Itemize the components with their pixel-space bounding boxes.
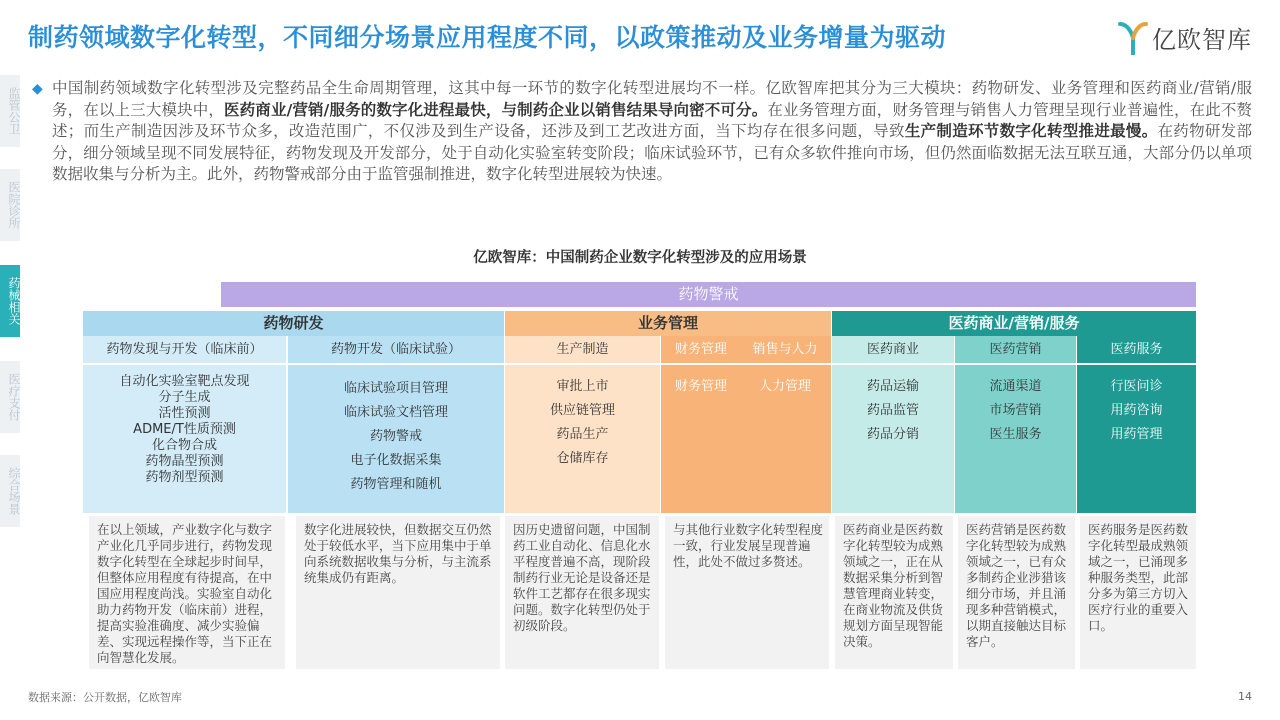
list-item: 用药管理 <box>1110 427 1163 442</box>
sub-service: 医药服务 <box>1077 336 1196 363</box>
pharmacovigilance-band: 药物警戒 <box>221 282 1196 307</box>
description-marketing: 医药营销是医药数字化转型较为成熟领域之一，已有众多制药企业涉猎该细分市场，并且涌现多种营销模式，以期直接触达目标客户。 <box>958 516 1075 669</box>
side-tab-integrated[interactable]: 综合场景 <box>0 455 20 527</box>
data-source: 数据来源：公开数据，亿欧智库 <box>28 691 182 704</box>
description-manufacturing: 因历史遗留问题，中国制药工业自动化、信息化水平程度普遍不高，现阶段制药行业无论是设备还是软件工艺都存在很多现实问题。数字化转型仍处于初级阶段。 <box>505 516 659 669</box>
list-item: 流通渠道 <box>989 379 1042 394</box>
logo <box>1118 20 1252 55</box>
sub-discovery: 药物发现与开发（临床前） <box>83 336 286 363</box>
yiou-y-logo-icon <box>1118 21 1148 55</box>
list-item: 药品监管 <box>866 403 919 418</box>
sub-clinical: 药物开发（临床试验） <box>288 336 504 363</box>
list-item: 药物警戒 <box>369 429 422 444</box>
category-drug-rd: 药物研发 <box>83 311 504 336</box>
sub-manufacturing: 生产制造 <box>505 336 660 363</box>
list-item: 临床试验文档管理 <box>343 405 448 420</box>
column-finance-sales <box>661 365 831 513</box>
description-clinical: 数字化进展较快，但数据交互仍然处于较低水平，当下应用集中于单向系统数据收集与分析，与主流系统集成仍有距离。 <box>296 516 500 669</box>
list-item: 仓储库存 <box>556 451 609 466</box>
list-item: 自动化实验室靶点发现 <box>119 374 250 389</box>
list-item: 药物管理和随机 <box>350 477 442 492</box>
logo-text: 亿欧智库 <box>1152 26 1252 54</box>
intro-text: 中国制药领域数字化转型涉及完整药品全生命周期管理，这其中每一环节的数字化转型进展均不一样。亿欧智库把其分为三大模块：药物研发、业务管理和医药商业/营销/服务，在以上三大模块中，医药商业/营销/服务的数字化进程最快，与制药企业以销售结果导向密不可分。在业务管理方面，财务管理与销售人力管理呈现行业普遍性，在此不赘述；而生产制造因涉及环节众多，改造范围广，不仅涉及到生产设备，还涉及到工艺改进方面，当下均存在很多问题，导致生产制造环节数字化转型推进最慢。在药物研发部分，细分领域呈现不同发展特征，药物发现及开发部分，处于自动化实验室转变阶段；临床试验环节，已有众多软件推向市场，但仍然面临数据无法互联互通，大部分仍以单项数据收集与分析为主。此外，药物警戒部分由于监管强制推进，数字化转型进展较为快速。 <box>52 79 1252 183</box>
column-commerce <box>832 365 954 513</box>
list-item: 药品运输 <box>866 379 919 394</box>
sub-commerce: 医药商业 <box>832 336 954 363</box>
column-discovery <box>83 365 286 513</box>
sub-marketing: 医药营销 <box>955 336 1076 363</box>
list-item: 分子生成 <box>158 390 211 405</box>
list-item: 市场营销 <box>989 403 1042 418</box>
description-service: 医药服务是医药数字化转型最成熟领域之一，已涌现多种服务类型，此部分多为第三方切入医疗行业的重要入口。 <box>1080 516 1196 669</box>
list-item: 药物剂型预测 <box>145 470 224 485</box>
description-discovery: 在以上领域，产业数字化与数字产业化几乎同步进行，药物发现数字化转型在全球起步时间早，但整体应用程度有待提高，在中国应用程度尚浅。实验室自动化助力药物开发（临床前）进程，提高实验准确度、减少实验偏差、实现远程操作等，当下正在向智慧化发展。 <box>89 516 285 669</box>
list-item: 药物晶型预测 <box>145 454 224 469</box>
intro-paragraph <box>32 78 1252 186</box>
page-number: 14 <box>1238 690 1252 703</box>
diamond-bullet-icon: ◆ <box>32 81 43 97</box>
list-item: 行医问诊 <box>1110 379 1163 394</box>
description-commerce: 医药商业是医药数字化转型较为成熟领域之一，正在从数据采集分析到智慧管理商业转变，在商业物流及供货规划方面呈现智能决策。 <box>835 516 953 669</box>
list-item: 药品分销 <box>866 427 919 442</box>
list-item: 化合物合成 <box>151 438 217 453</box>
list-item: 供应链管理 <box>549 403 615 418</box>
list-item: 医生服务 <box>989 427 1042 442</box>
category-business-mgmt: 业务管理 <box>505 311 831 336</box>
chart-title: 亿欧智库：中国制药企业数字化转型涉及的应用场景 <box>473 250 807 266</box>
description-finance-sales: 与其他行业数字化转型程度一致，行业发展呈现普遍性，此处不做过多赘述。 <box>665 516 829 669</box>
category-commerce: 医药商业/营销/服务 <box>832 311 1196 336</box>
list-item: ADME/T性质预测 <box>133 422 236 437</box>
list-item: 财务管理 <box>674 379 727 394</box>
column-manufacturing <box>505 365 660 513</box>
list-item: 审批上市 <box>556 379 609 394</box>
sub-finance-sales: 财务管理 销售与人力 <box>661 336 831 363</box>
list-item: 活性预测 <box>158 406 211 421</box>
side-tab-payment[interactable]: 医疗支付 <box>0 361 20 433</box>
side-tab-pharma[interactable]: 药械相关 <box>0 265 20 337</box>
list-item: 临床试验项目管理 <box>343 381 448 396</box>
side-tab-regulation[interactable]: 监管公卫 <box>0 75 20 147</box>
column-marketing <box>955 365 1076 513</box>
list-item: 人力管理 <box>758 379 811 394</box>
column-clinical <box>288 365 504 513</box>
page-title: 制药领域数字化转型，不同细分场景应用程度不同，以政策推动及业务增量为驱动 <box>28 23 947 52</box>
list-item: 电子化数据采集 <box>350 453 442 468</box>
column-service <box>1077 365 1196 513</box>
side-tab-hospital[interactable]: 医院诊所 <box>0 169 20 241</box>
list-item: 药品生产 <box>556 427 609 442</box>
list-item: 用药咨询 <box>1110 403 1163 418</box>
